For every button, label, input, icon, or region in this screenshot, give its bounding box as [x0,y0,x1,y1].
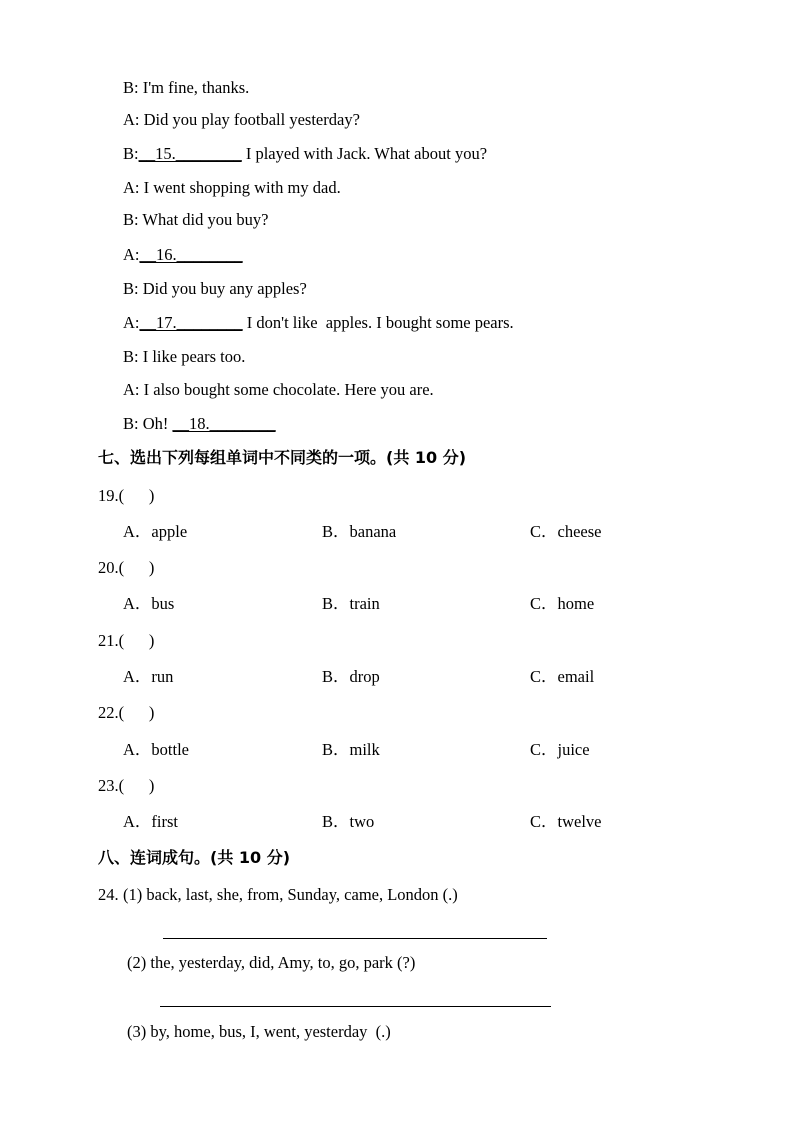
section-7-heading: 七、选出下列每组单词中不同类的一项。(共 10 分) [98,448,467,467]
option-a[interactable]: A．bottle [123,740,189,759]
scramble-item-3: (3) by, home, bus, I, went, yesterday (.) [127,1022,391,1041]
dialogue-line-11 [123,414,276,434]
speaker-label: A: [123,313,140,332]
blank-18[interactable]: __18.________ [172,414,276,433]
dialogue-text: I played with Jack. What about you? [241,144,488,163]
option-a[interactable]: A．apple [123,522,188,541]
scramble-item-1: (1) back, last, she, from, Sunday, came, London (.) [123,885,458,904]
question-20-number: 20.( ) [98,558,155,577]
blank-16[interactable]: __16.________ [139,245,243,264]
scramble-item-2: (2) the, yesterday, did, Amy, to, go, park (?) [127,953,416,972]
option-c[interactable]: C．juice [530,740,590,759]
dialogue-line-2: A: Did you play football yesterday? [123,110,360,129]
option-c[interactable]: C．email [530,667,595,686]
dialogue-line-6 [123,245,243,265]
blank-17[interactable]: __17.________ [139,313,243,332]
option-a[interactable]: A．run [123,667,174,686]
question-22-number: 22.( ) [98,703,155,722]
option-c[interactable]: C．home [530,594,595,613]
answer-line-1[interactable] [163,938,547,939]
option-a[interactable]: A．bus [123,594,175,613]
option-b[interactable]: B．banana [322,522,397,541]
dialogue-line-10: A: I also bought some chocolate. Here you are. [123,380,434,399]
blank-15[interactable]: __15.________ [138,144,242,163]
question-23-number: 23.( ) [98,776,155,795]
question-19-number: 19.( ) [98,486,155,505]
option-b[interactable]: B．milk [322,740,380,759]
question-21-number: 21.( ) [98,631,155,650]
option-b[interactable]: B．drop [322,667,380,686]
section-8-heading: 八、连词成句。(共 10 分) [98,848,291,867]
option-c[interactable]: C．twelve [530,812,602,831]
answer-line-2[interactable] [160,1006,551,1007]
speaker-label: B: Oh! [123,414,173,433]
option-b[interactable]: B．train [322,594,380,613]
speaker-label: A: [123,245,140,264]
dialogue-line-5: B: What did you buy? [123,210,269,229]
dialogue-line-1: B: I'm fine, thanks. [123,78,250,97]
dialogue-text: I don't like apples. I bought some pears. [242,313,514,332]
option-b[interactable]: B．two [322,812,375,831]
option-a[interactable]: A．first [123,812,178,831]
dialogue-line-4: A: I went shopping with my dad. [123,178,341,197]
dialogue-line-8 [123,313,514,333]
dialogue-line-3 [123,144,487,164]
question-24-number: 24. [98,885,119,904]
dialogue-line-7: B: Did you buy any apples? [123,279,307,298]
dialogue-line-9: B: I like pears too. [123,347,246,366]
speaker-label: B: [123,144,139,163]
option-c[interactable]: C．cheese [530,522,602,541]
